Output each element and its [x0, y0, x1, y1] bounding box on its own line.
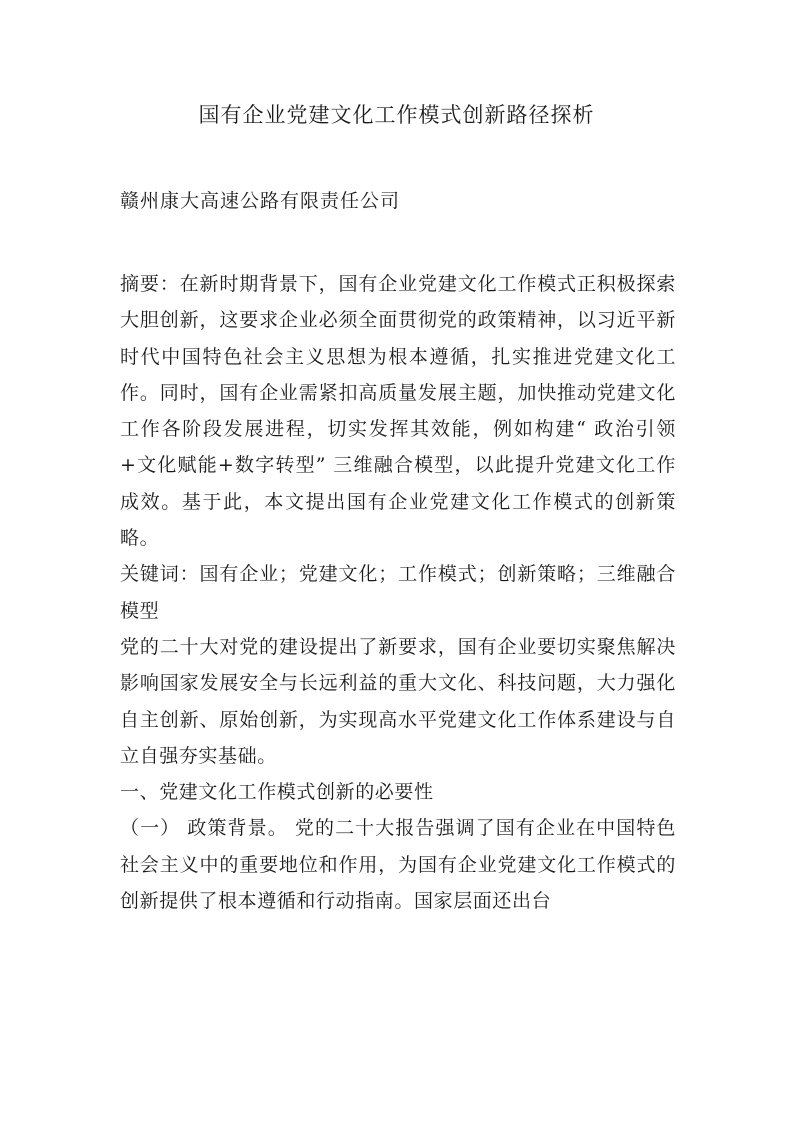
document-title: 国有企业党建文化工作模式创新路径探析 — [198, 103, 595, 127]
abstract-paragraph: 摘要：在新时期背景下，国有企业党建文化工作模式正积极探索大胆创新，这要求企业必须全面贯彻党的政策精神，以习近平新时代中国特色社会主义思想为根本遵循，扎实推进党建文化工作。同时，国有企业需紧扣高质量发展主题，加快推动党建文化工作各阶段发展进程，切实发挥其效能，例如构建“ 政治引领+文化赋能+数字转型” 三维融合模型，以此提升党建文化工作成效。基于此，本文提出国有企业党建文化工作模式的创新策略。 — [120, 273, 676, 550]
author-company: 赣州康大高速公路有限责任公司 — [120, 190, 401, 212]
document-body — [120, 266, 676, 919]
intro-paragraph: 党的二十大对党的建设提出了新要求，国有企业要切实聚焦解决影响国家发展安全与长远利益的重大文化、科技问题，大力强化自主创新、原始创新，为实现高水平党建文化工作体系建设与自立自强夯实基础。 — [120, 635, 676, 767]
section-paragraph: （一） 政策背景。 党的二十大报告强调了国有企业在中国特色社会主义中的重要地位和作用，为国有企业党建文化工作模式的创新提供了根本遵循和行动指南。国家层面还出台 — [120, 817, 676, 913]
section-heading: 一、党建文化工作模式创新的必要性 — [120, 781, 434, 804]
keywords-paragraph: 关键词：国有企业；党建文化；工作模式；创新策略；三维融合模型 — [120, 563, 676, 622]
